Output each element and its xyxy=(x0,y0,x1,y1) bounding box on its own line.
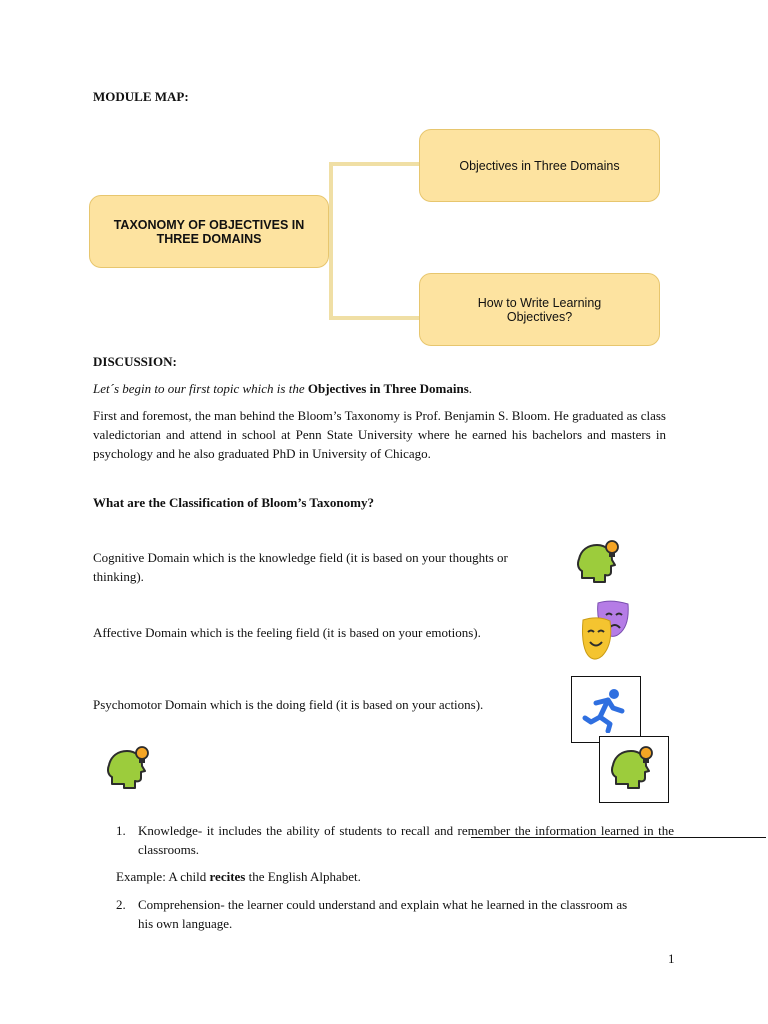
intro-bold: Objectives in Three Domains xyxy=(307,381,469,396)
list-item-2-text: Comprehension- the learner could understand and explain what he learned in the classroom as his own language. xyxy=(138,897,628,931)
example-suffix: the English Alphabet. xyxy=(245,869,361,884)
intro-italic: Let´s begin to our first topic which is the xyxy=(93,381,308,396)
discussion-heading: DISCUSSION: xyxy=(93,354,177,369)
bloom-paragraph: First and foremost, the man behind the Bloom’s Taxonomy is Prof. Benjamin S. Bloom. He graduated as class valedictorian and attend in school at Penn State University where he earned his bachelors and masters in psychology and he also graduated PhD in University of Chicago. xyxy=(93,408,666,461)
child-node-objectives: Objectives in Three Domains xyxy=(419,129,660,202)
page-number: 1 xyxy=(668,951,675,966)
theater-masks-icon xyxy=(580,600,632,662)
connector-vertical xyxy=(329,162,333,320)
classification-question: What are the Classification of Bloom’s Taxonomy? xyxy=(93,495,374,510)
list-item-1-text: Knowledge- it includes the ability of students to recall and remember the information learned in the classrooms. xyxy=(138,823,674,857)
discussion-intro xyxy=(93,379,693,398)
example-bold: recites xyxy=(209,869,246,884)
running-person-icon xyxy=(582,687,630,733)
psychomotor-domain-text: Psychomotor Domain which is the doing field (it is based on your actions). xyxy=(93,697,484,712)
root-node: TAXONOMY OF OBJECTIVES IN THREE DOMAINS xyxy=(89,195,329,268)
module-map-heading: MODULE MAP: xyxy=(93,89,189,104)
runner-icon-frame xyxy=(571,676,641,743)
affective-domain-text: Affective Domain which is the feeling field (it is based on your emotions). xyxy=(93,625,481,640)
brain-head-icon xyxy=(574,538,624,588)
list-item-1-number: 1. xyxy=(116,823,126,838)
brain-head-icon-left xyxy=(104,744,154,794)
brain-head-icon-boxed xyxy=(608,744,658,794)
intro-end: . xyxy=(468,381,473,396)
connector-bottom xyxy=(329,316,420,320)
list-item-2-number: 2. xyxy=(116,897,126,912)
example-line xyxy=(116,867,676,886)
brain-icon-frame xyxy=(599,736,669,803)
connector-top xyxy=(329,162,420,166)
cognitive-domain-text: Cognitive Domain which is the knowledge field (it is based on your thoughts or thinking). xyxy=(93,550,508,584)
child-node-how-to-write: How to Write Learning Objectives? xyxy=(419,273,660,346)
example-prefix: Example: A child xyxy=(116,869,210,884)
